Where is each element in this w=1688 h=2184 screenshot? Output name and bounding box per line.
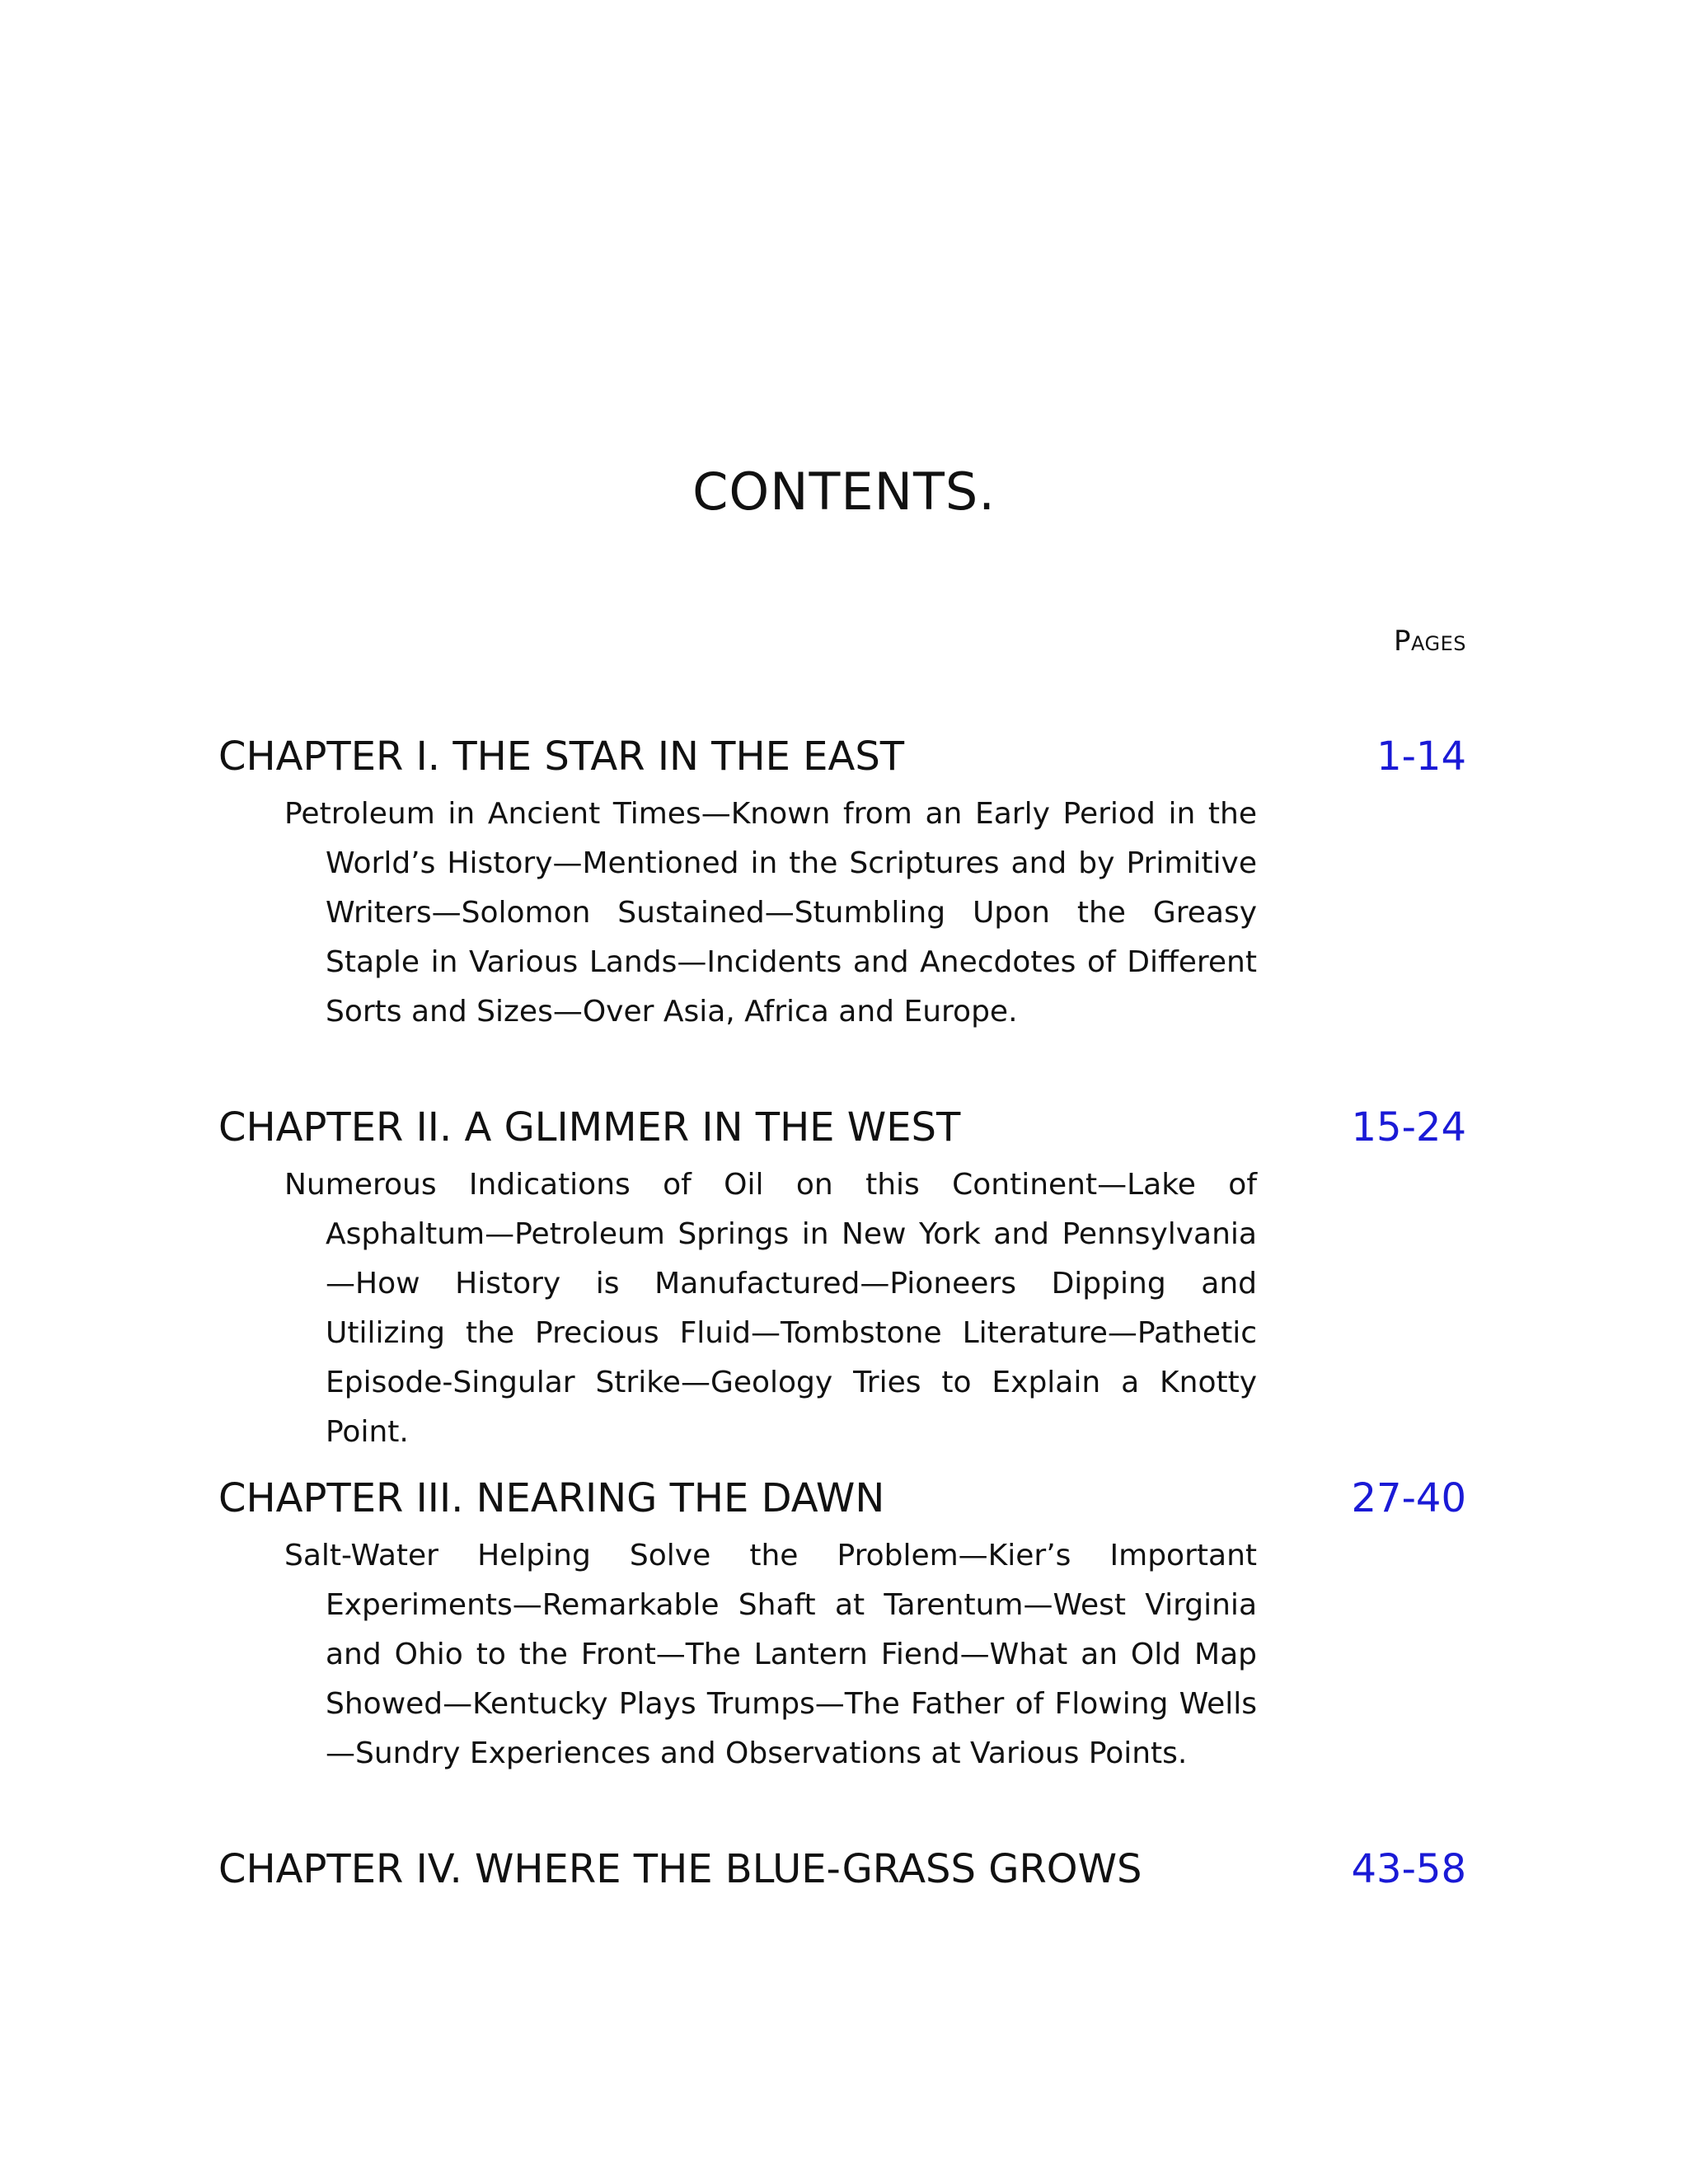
chapter-heading-row: [218, 1469, 1466, 1528]
chapter-pages-link[interactable]: 15-24: [1351, 1104, 1466, 1151]
chapter-entry-2: [218, 1098, 1466, 1457]
chapter-title: CHAPTER III. NEARING THE DAWN: [218, 1475, 885, 1521]
chapter-heading-row: [218, 1840, 1466, 1899]
chapter-heading-row: [218, 1098, 1466, 1157]
chapter-summary: Petroleum in Ancient Times—Known from an Early Period in the World’s History—Mentioned in the Scriptures and by Primitive Writers—Solomon Sustained—Stumbling Upon the Greasy Staple in Various Lands—Incidents and Anecdotes of Different Sorts and Sizes—Over Asia, Africa and Europe.: [284, 797, 1257, 1029]
chapter-pages-link[interactable]: 1-14: [1376, 733, 1466, 780]
chapter-summary: Numerous Indications of Oil on this Continent—Lake of Asphaltum—Petroleum Springs in New York and Pennsylvania—How History is Manufactured—Pioneers Dipping and Utilizing the Precious Fluid—Tombstone Literature—Pathetic Episode-Singular Strike—Geology Tries to Explain a Knotty Point.: [284, 1168, 1257, 1449]
chapter-entry-1: [218, 727, 1466, 1037]
chapter-pages-link[interactable]: 43-58: [1351, 1846, 1466, 1892]
chapter-summary: Salt-Water Helping Solve the Problem—Kier’s Important Experiments—Remarkable Shaft at Tarentum—West Virginia and Ohio to the Front—The Lantern Fiend—What an Old Map Showed—Kentucky Plays Trumps—The Father of Flowing Wells—Sundry Experiences and Observations at Various Points.: [284, 1539, 1257, 1770]
chapter-entry-3: [218, 1469, 1466, 1779]
chapter-title: CHAPTER IV. WHERE THE BLUE-GRASS GROWS: [218, 1846, 1142, 1892]
page-title: CONTENTS.: [692, 462, 996, 522]
pages-column-label: Pages: [1394, 625, 1466, 658]
chapter-heading-row: [218, 727, 1466, 786]
chapter-entry-4: [218, 1840, 1466, 1899]
chapter-title: CHAPTER II. A GLIMMER IN THE WEST: [218, 1104, 961, 1151]
chapter-title: CHAPTER I. THE STAR IN THE EAST: [218, 733, 905, 780]
chapter-pages-link[interactable]: 27-40: [1351, 1475, 1466, 1521]
